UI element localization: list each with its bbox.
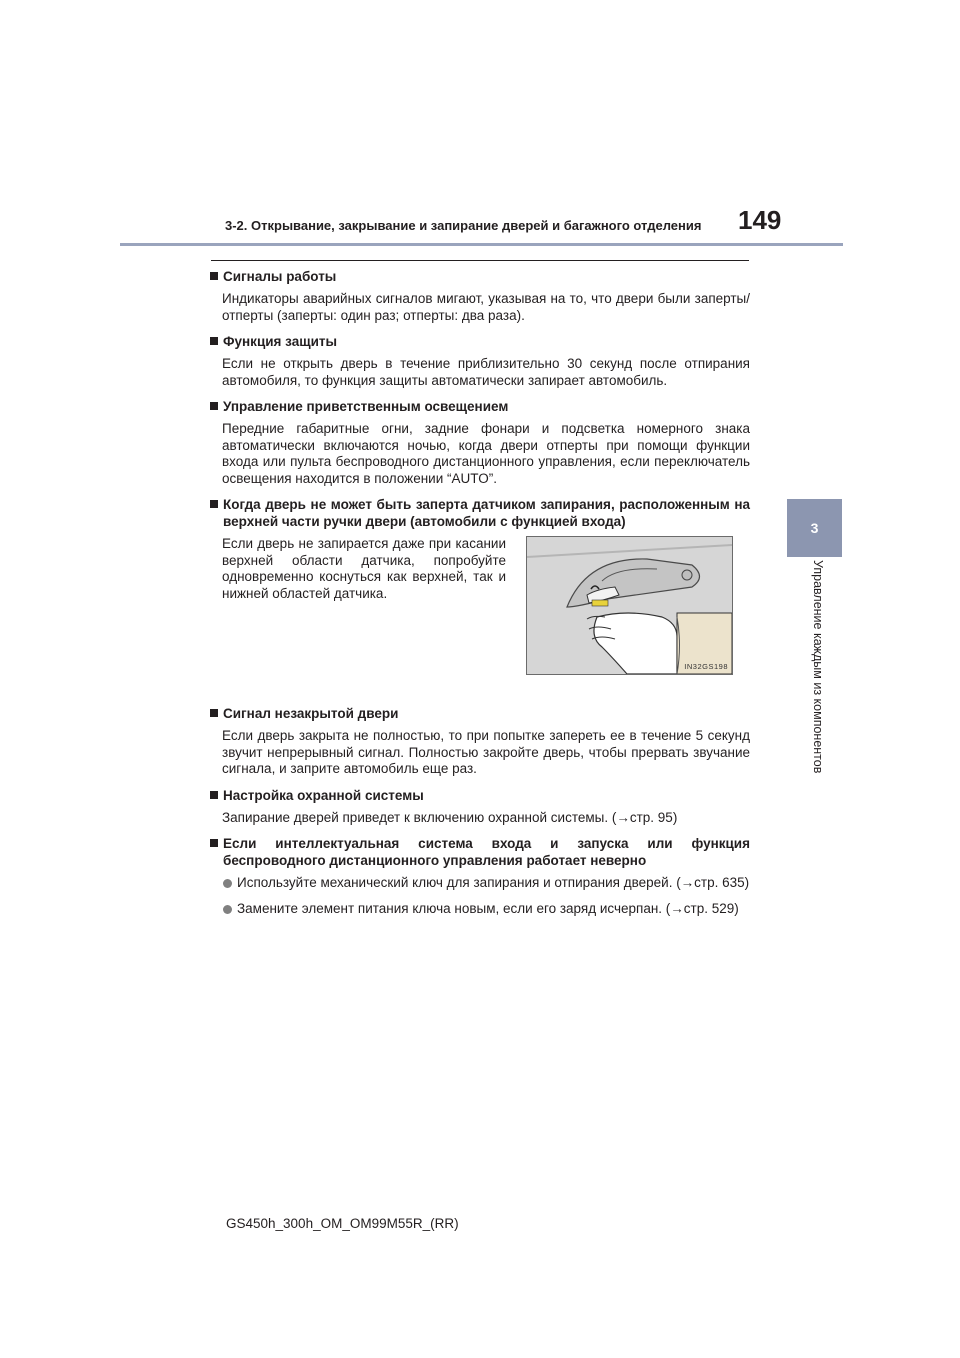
square-bullet-icon — [210, 402, 218, 410]
page-content — [210, 268, 750, 926]
section-operation-signals — [210, 268, 750, 324]
chapter-number: 3 — [810, 520, 819, 536]
section-heading — [210, 496, 750, 530]
section-heading — [210, 268, 750, 285]
chapter-label: Управление каждым из компонентов — [811, 560, 825, 774]
section-lock-sensor — [210, 496, 750, 696]
section-open-door-alarm — [210, 705, 750, 778]
page-number: 149 — [738, 205, 782, 235]
square-bullet-icon — [210, 272, 218, 280]
section-heading-text: Функция защиты — [223, 334, 338, 349]
section-body: Запирание дверей приведет к включению охранной системы. (→стр. 95) — [222, 809, 678, 825]
section-body: Если дверь закрыта не полностью, то при попытке запереть ее в течение 5 секунд звучит непрерывный сигнал. Полностью закройте дверь, чтобы прервать звучание сигнала, и заприте автомобиль еще раз. — [222, 728, 750, 776]
document-code: GS450h_300h_OM_OM99M55R_(RR) — [226, 1216, 459, 1231]
square-bullet-icon — [210, 791, 218, 799]
section-malfunction — [210, 835, 750, 917]
square-bullet-icon — [210, 337, 218, 345]
figure-code: IN32GS198 — [684, 662, 728, 671]
chapter-tab — [787, 499, 842, 557]
section-heading-text: Управление приветственным освещением — [223, 399, 509, 414]
list-item-text: Замените элемент питания ключа новым, если его заряд исчерпан. (→стр. 529) — [237, 900, 739, 916]
square-bullet-icon — [210, 500, 218, 508]
text-with-figure — [210, 536, 750, 696]
square-bullet-icon — [210, 709, 218, 717]
circle-bullet-icon — [223, 905, 232, 914]
circle-bullet-icon — [223, 879, 232, 888]
section-heading-text: Сигналы работы — [223, 269, 337, 284]
section-heading — [210, 333, 750, 350]
section-heading-text: Настройка охранной системы — [223, 787, 424, 803]
square-bullet-icon — [210, 839, 218, 847]
list-item-text: Используйте механический ключ для запирания и отпирания дверей. (→стр. 635) — [237, 875, 750, 890]
section-body: Если не открыть дверь в течение приблизительно 30 секунд после отпирания автомобиля, то функция защиты автоматически запирает автомобиль. — [222, 356, 750, 388]
header-rule — [120, 243, 843, 246]
section-heading-text: Если интеллектуальная система входа и запуска или функция беспроводного дистанционного управления работает неверно — [223, 836, 750, 868]
section-alarm-setting — [210, 787, 750, 827]
list-item — [210, 875, 750, 892]
door-handle-illustration — [526, 536, 733, 675]
section-heading — [210, 705, 750, 722]
door-handle-hand-icon — [527, 537, 732, 674]
section-heading — [210, 398, 750, 415]
section-heading — [210, 787, 750, 804]
section-heading-text: Сигнал незакрытой двери — [223, 706, 399, 721]
list-item — [210, 901, 750, 918]
section-heading-text: Когда дверь не может быть заперта датчиком запирания, расположенным на верхней части ручки двери (автомобили с функцией входа) — [223, 497, 750, 529]
section-body: Передние габаритные огни, задние фонари и подсветка номерного знака автоматически включаются ночью, когда двери отперты при помощи функции входа или пульта беспроводного дистанционного управления, если переключатель освещения находится в положении “AUTO”. — [222, 421, 750, 486]
running-header: 3-2. Открывание, закрывание и запирание дверей и багажного отделения — [225, 218, 702, 233]
content-rule — [211, 260, 749, 261]
section-heading — [210, 835, 750, 869]
section-body: Если дверь не запирается даже при касании верхней области датчика, попробуйте одновременно коснуться как верхней, так и нижней областей датчика. — [222, 536, 506, 601]
section-body: Индикаторы аварийных сигналов мигают, указывая на то, что двери были заперты/отперты (заперты: один раз; отперты: два раза). — [222, 291, 750, 323]
section-welcome-lighting — [210, 398, 750, 487]
section-protection-function — [210, 333, 750, 389]
